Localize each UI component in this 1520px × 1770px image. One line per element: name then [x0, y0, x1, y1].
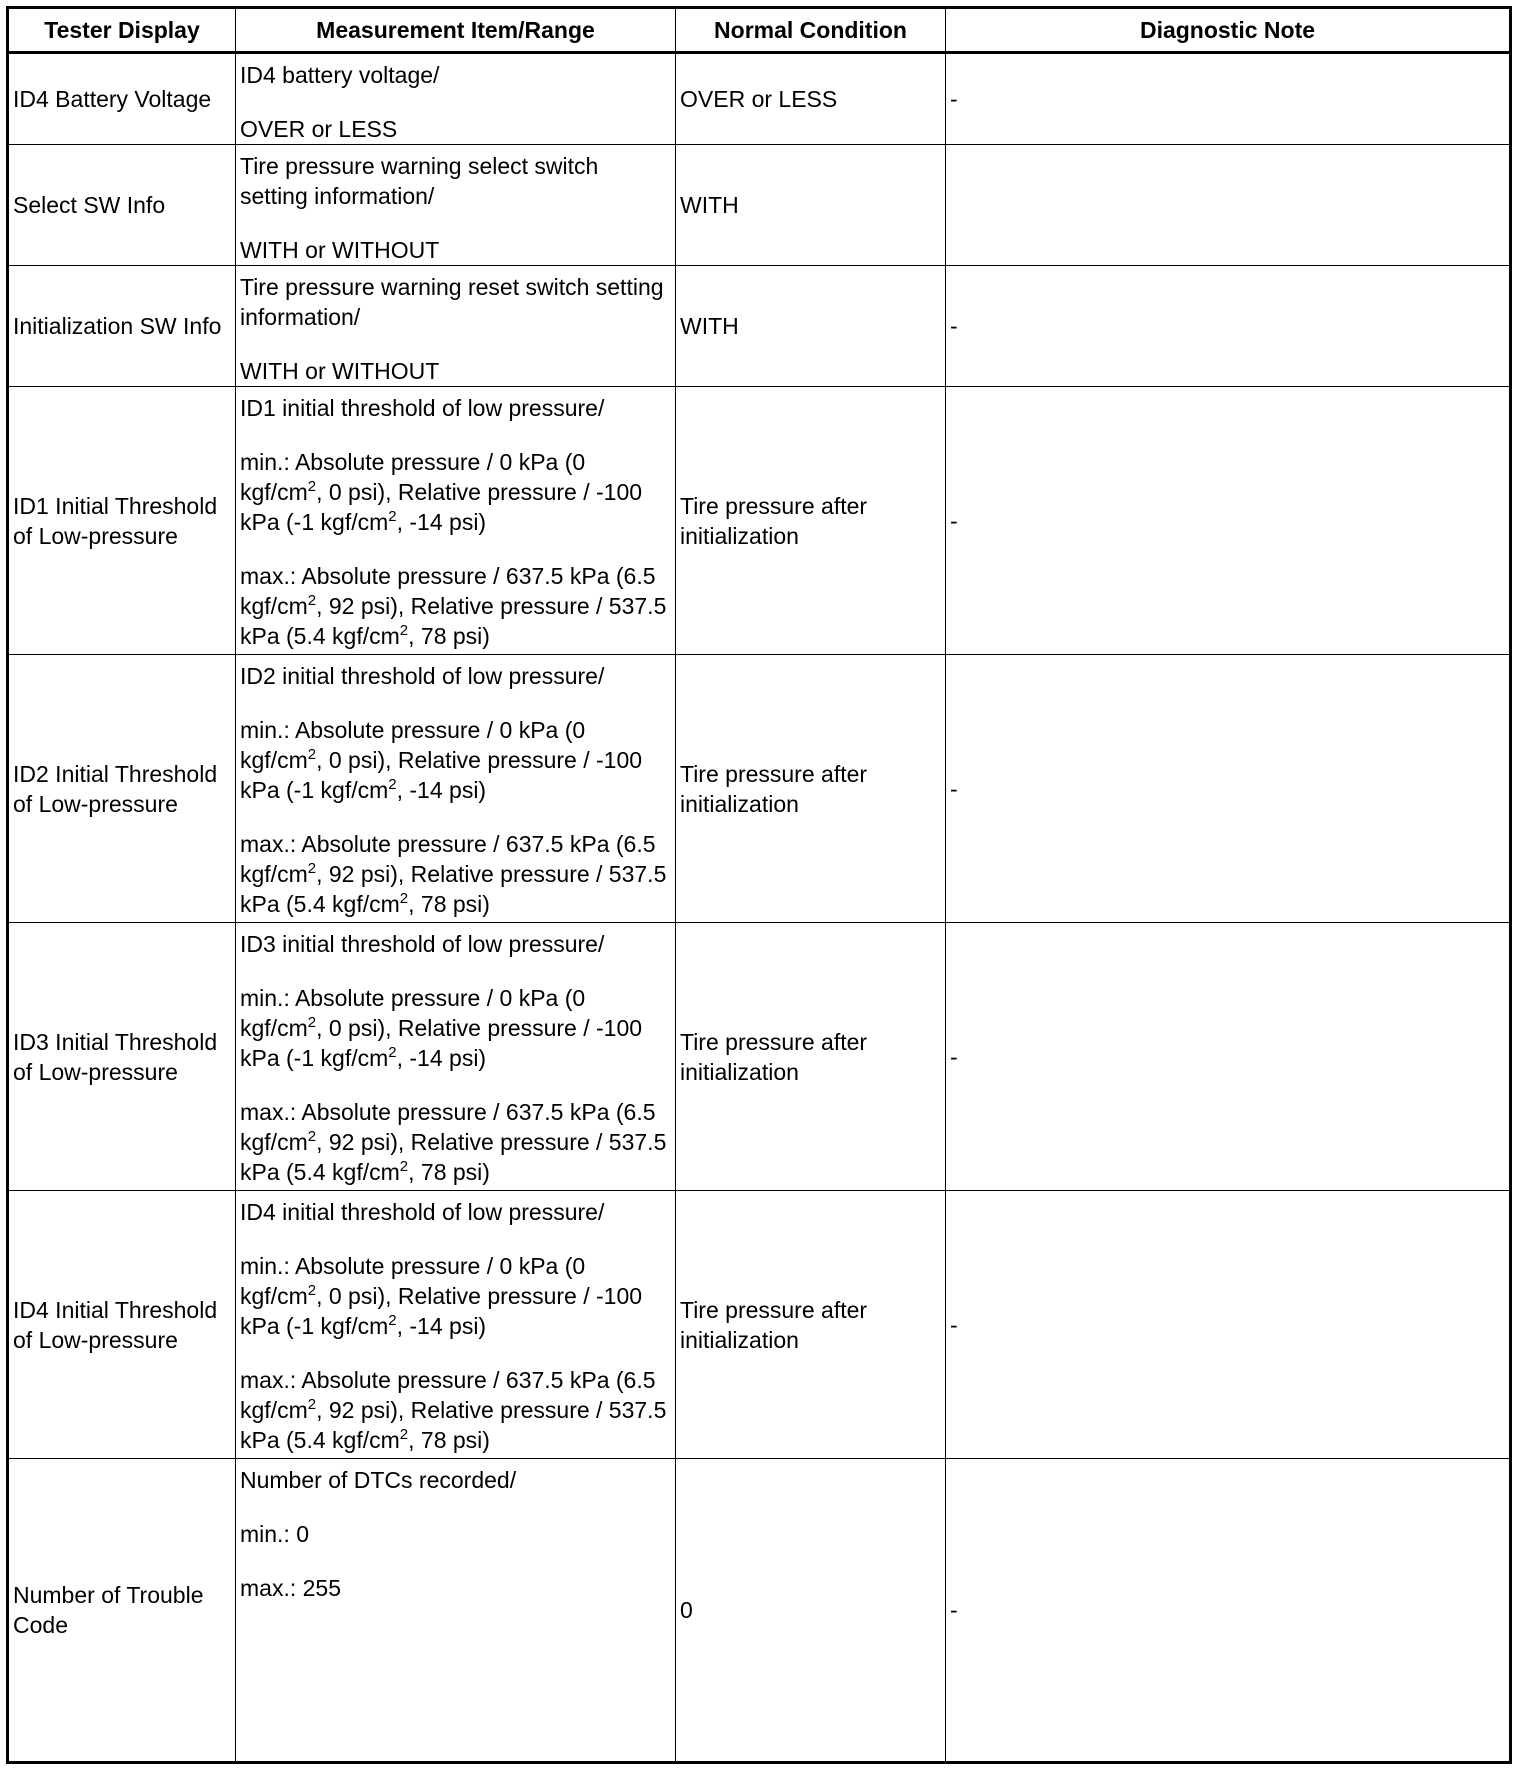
table-row [8, 1191, 1511, 1459]
measurement-min: min.: Absolute pressure / 0 kPa (0 kgf/$cm^2$, 0 psi), Relative pressure / -100 kPa (-1 kgf/$cm^2$, -14 psi) [240, 985, 643, 1071]
table-row [8, 655, 1511, 923]
measurement-min: min.: 0 [240, 1521, 310, 1547]
diagnostic-note-cell: - [946, 655, 1511, 923]
tester-display-cell: ID4 Initial Threshold of Low-pressure [8, 1191, 236, 1459]
data-list-table [6, 6, 1512, 1764]
tester-display-cell: ID2 Initial Threshold of Low-pressure [8, 655, 236, 923]
measurement-max: max.: Absolute pressure / 637.5 kPa (6.5 kgf/$cm^2$, 92 psi), Relative pressure / 537.5 kPa (5.4 kgf/$cm^2$, 78 psi) [240, 563, 667, 649]
measurement-min: min.: Absolute pressure / 0 kPa (0 kgf/$cm^2$, 0 psi), Relative pressure / -100 kPa (-1 kgf/$cm^2$, -14 psi) [240, 717, 643, 803]
measurement-cell [236, 145, 676, 266]
measurement-item: Tire pressure warning reset switch setting information/ [240, 274, 664, 330]
header-diagnostic-note: Diagnostic Note [946, 8, 1511, 53]
normal-condition-cell: OVER or LESS [676, 53, 946, 145]
measurement-max: max.: 255 [240, 1575, 341, 1601]
measurement-cell [236, 1459, 676, 1763]
measurement-range: WITH or WITHOUT [240, 358, 440, 384]
diagnostic-note-cell [946, 145, 1511, 266]
measurement-cell [236, 387, 676, 655]
measurement-max: max.: Absolute pressure / 637.5 kPa (6.5 kgf/$cm^2$, 92 psi), Relative pressure / 537.5 kPa (5.4 kgf/$cm^2$, 78 psi) [240, 1099, 667, 1185]
measurement-cell [236, 923, 676, 1191]
tester-display-cell: ID3 Initial Threshold of Low-pressure [8, 923, 236, 1191]
measurement-item: Tire pressure warning select switch setting information/ [240, 153, 599, 209]
measurement-range: WITH or WITHOUT [240, 237, 440, 263]
normal-condition-cell: 0 [676, 1459, 946, 1763]
table-row [8, 387, 1511, 655]
measurement-cell [236, 1191, 676, 1459]
tester-display-cell: ID1 Initial Threshold of Low-pressure [8, 387, 236, 655]
measurement-cell [236, 655, 676, 923]
normal-condition-cell: WITH [676, 145, 946, 266]
diagnostic-note-cell: - [946, 387, 1511, 655]
diagnostic-note-cell: - [946, 53, 1511, 145]
tester-display-cell: ID4 Battery Voltage [8, 53, 236, 145]
tester-display-cell: Initialization SW Info [8, 266, 236, 387]
measurement-cell [236, 53, 676, 145]
measurement-item: ID3 initial threshold of low pressure/ [240, 931, 605, 957]
measurement-cell [236, 266, 676, 387]
measurement-item: ID4 battery voltage/ [240, 62, 440, 88]
table-row [8, 266, 1511, 387]
measurement-item: ID4 initial threshold of low pressure/ [240, 1199, 605, 1225]
header-normal-condition: Normal Condition [676, 8, 946, 53]
measurement-item: Number of DTCs recorded/ [240, 1467, 517, 1493]
measurement-item: ID1 initial threshold of low pressure/ [240, 395, 605, 421]
normal-condition-cell: Tire pressure after initialization [676, 655, 946, 923]
table-row [8, 145, 1511, 266]
table-row [8, 923, 1511, 1191]
tester-display-cell: Select SW Info [8, 145, 236, 266]
measurement-item: ID2 initial threshold of low pressure/ [240, 663, 605, 689]
diagnostic-note-cell: - [946, 1459, 1511, 1763]
measurement-range: OVER or LESS [240, 116, 398, 142]
table-row [8, 1459, 1511, 1763]
table-row [8, 53, 1511, 145]
header-measurement: Measurement Item/Range [236, 8, 676, 53]
diagnostic-note-cell: - [946, 266, 1511, 387]
header-row [8, 8, 1511, 53]
normal-condition-cell: WITH [676, 266, 946, 387]
diagnostic-note-cell: - [946, 1191, 1511, 1459]
tester-display-cell: Number of Trouble Code [8, 1459, 236, 1763]
measurement-min: min.: Absolute pressure / 0 kPa (0 kgf/$cm^2$, 0 psi), Relative pressure / -100 kPa (-1 kgf/$cm^2$, -14 psi) [240, 1253, 643, 1339]
normal-condition-cell: Tire pressure after initialization [676, 923, 946, 1191]
diagnostic-note-cell: - [946, 923, 1511, 1191]
header-tester-display: Tester Display [8, 8, 236, 53]
normal-condition-cell: Tire pressure after initialization [676, 387, 946, 655]
normal-condition-cell: Tire pressure after initialization [676, 1191, 946, 1459]
measurement-min: min.: Absolute pressure / 0 kPa (0 kgf/$cm^2$, 0 psi), Relative pressure / -100 kPa (-1 kgf/$cm^2$, -14 psi) [240, 449, 643, 535]
measurement-max: max.: Absolute pressure / 637.5 kPa (6.5 kgf/$cm^2$, 92 psi), Relative pressure / 537.5 kPa (5.4 kgf/$cm^2$, 78 psi) [240, 1367, 667, 1453]
measurement-max: max.: Absolute pressure / 637.5 kPa (6.5 kgf/$cm^2$, 92 psi), Relative pressure / 537.5 kPa (5.4 kgf/$cm^2$, 78 psi) [240, 831, 667, 917]
